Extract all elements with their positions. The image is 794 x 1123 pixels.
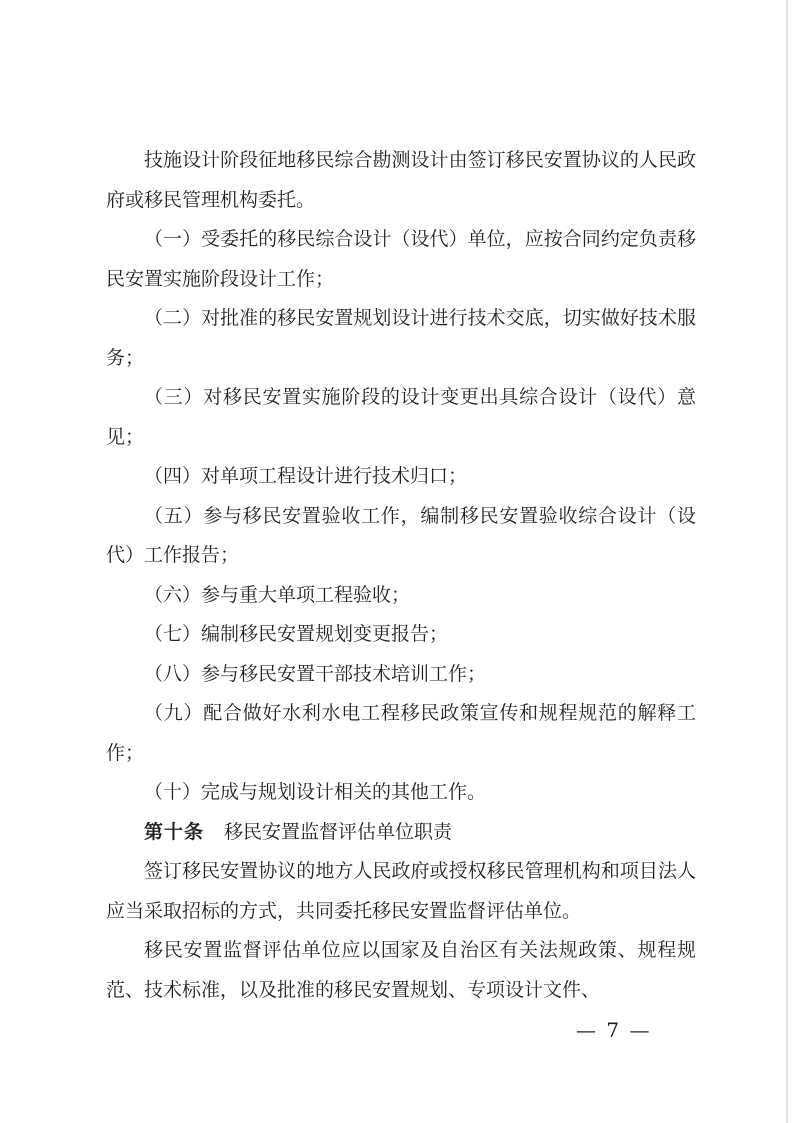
paragraph: 技施设计阶段征地移民综合勘测设计由签订移民安置协议的人民政府或移民管理机构委托。: [106, 149, 696, 211]
article-heading: [106, 813, 696, 853]
page-number: — 7 —: [576, 1018, 652, 1042]
list-item: （九）配合做好水利水电工程移民政策宣传和规程规范的解释工作；: [106, 702, 696, 764]
list-item: （六）参与重大单项工程验收；: [144, 583, 411, 606]
article-title: 移民安置监督评估单位职责: [224, 820, 453, 843]
list-item: （五）参与移民安置验收工作，编制移民安置验收综合设计（设代）工作报告；: [106, 504, 696, 566]
document-body: [106, 141, 696, 1010]
list-item: （七）编制移民安置规划变更报告；: [144, 623, 449, 645]
list-item: （一）受委托的移民综合设计（设代）单位，应按合同约定负责移民安置实施阶段设计工作；: [106, 228, 696, 290]
list-item: （八）参与移民安置干部技术培训工作；: [144, 662, 487, 685]
list-item: （二）对批准的移民安置规划设计进行技术交底，切实做好技术服务；: [106, 307, 696, 369]
list-item: （十）完成与规划设计相关的其他工作。: [144, 781, 487, 803]
paragraph: 移民安置监督评估单位应以国家及自治区有关法规政策、规程规范、技术标准，以及批准的移民安置规划、专项设计文件、: [106, 939, 696, 1001]
paragraph: 签订移民安置协议的地方人民政府或授权移民管理机构和项目法人应当采取招标的方式，共同委托移民安置监督评估单位。: [106, 860, 696, 922]
article-number: 第十条: [144, 820, 205, 843]
list-item: （四）对单项工程设计进行技术归口；: [144, 465, 468, 487]
list-item: （三）对移民安置实施阶段的设计变更出具综合设计（设代）意见；: [106, 386, 696, 448]
page-edge-line: [786, 0, 788, 1123]
